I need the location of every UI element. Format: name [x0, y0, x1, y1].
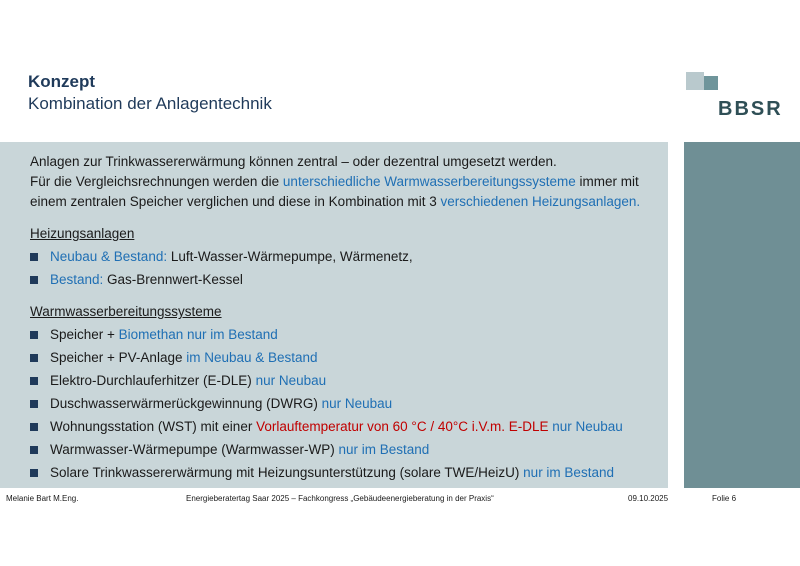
intro-line-1: Anlagen zur Trinkwassererwärmung können zentral – oder dezentral umgesetzt werden.	[30, 154, 557, 169]
bullet-square-icon	[30, 469, 38, 477]
list-item	[30, 463, 660, 483]
logo-mark-square-dark	[704, 76, 718, 90]
list-item	[30, 440, 660, 460]
bullet-square-icon	[30, 253, 38, 261]
slide-content	[30, 152, 660, 486]
item-highlight: Biomethan nur im Bestand	[118, 327, 278, 342]
item-text: Luft-Wasser-Wärmepumpe, Wärmenetz,	[167, 249, 413, 264]
item-highlight: nur im Bestand	[338, 442, 430, 457]
item-text: Wohnungsstation (WST) mit einer	[50, 419, 257, 434]
list-item	[30, 270, 660, 290]
list-item	[30, 348, 660, 368]
intro-text: einem zentralen Speicher verglichen und diese in Kombination mit 3	[30, 194, 441, 209]
item-highlight: nur Neubau	[321, 396, 393, 411]
item-highlight: nur Neubau	[255, 373, 327, 388]
list-item	[30, 325, 660, 345]
item-text: Warmwasser-Wärmepumpe (Warmwasser-WP)	[50, 442, 339, 457]
logo-text: BBSR	[718, 98, 783, 120]
logo-mark-square	[686, 72, 704, 90]
bbsr-logo	[686, 72, 783, 122]
item-highlight: nur im Bestand	[523, 465, 614, 480]
item-highlight: nur Neubau	[548, 419, 623, 434]
bullet-square-icon	[30, 446, 38, 454]
bullet-square-icon	[30, 331, 38, 339]
bullet-square-icon	[30, 354, 38, 362]
intro-highlight: unterschiedliche Warmwasserbereitungssysteme	[282, 174, 576, 189]
footer-slide-number: Folie 6	[712, 494, 737, 503]
footer-date: 09.10.2025	[628, 494, 669, 503]
bullet-square-icon	[30, 377, 38, 385]
list-item	[30, 371, 660, 391]
footer-event: Energieberatertag Saar 2025 – Fachkongress „Gebäudeenergieberatung in der Praxis“	[186, 494, 494, 503]
intro-highlight: verschiedenen Heizungsanlagen.	[440, 194, 641, 209]
slide-title: Konzept	[28, 72, 96, 91]
heizung-heading: Heizungsanlagen	[30, 226, 135, 241]
list-item	[30, 394, 660, 414]
intro-line-2	[30, 172, 660, 192]
item-text: Solare Trinkwassererwärmung mit Heizungsunterstützung (solare TWE/HeizU)	[50, 465, 524, 480]
footer-author: Melanie Bart M.Eng.	[6, 494, 79, 503]
list-item	[30, 417, 660, 437]
item-prefix: Bestand:	[50, 272, 104, 287]
intro-text: Für die Vergleichsrechnungen werden die	[30, 174, 283, 189]
item-text: Elektro-Durchlauferhitzer (E-DLE)	[50, 373, 256, 388]
item-highlight: im Neubau & Bestand	[186, 350, 318, 365]
item-prefix: Neubau & Bestand:	[50, 249, 168, 264]
side-accent-bar	[684, 142, 800, 488]
item-text: Duschwasserwärmerückgewinnung (DWRG)	[50, 396, 322, 411]
item-red-highlight: Vorlauftemperatur von 60 °C / 40°C i.V.m. E-DLE	[256, 419, 549, 434]
bullet-square-icon	[30, 400, 38, 408]
bullet-square-icon	[30, 423, 38, 431]
list-item	[30, 247, 660, 267]
slide-subtitle: Kombination der Anlagentechnik	[28, 94, 272, 113]
item-text: Speicher +	[50, 327, 119, 342]
item-text: Gas-Brennwert-Kessel	[103, 272, 243, 287]
warmwasser-heading: Warmwasserbereitungssysteme	[30, 304, 222, 319]
intro-line-3	[30, 192, 660, 212]
item-text: Speicher + PV-Anlage	[50, 350, 187, 365]
bullet-square-icon	[30, 276, 38, 284]
intro-text: immer mit	[575, 174, 639, 189]
